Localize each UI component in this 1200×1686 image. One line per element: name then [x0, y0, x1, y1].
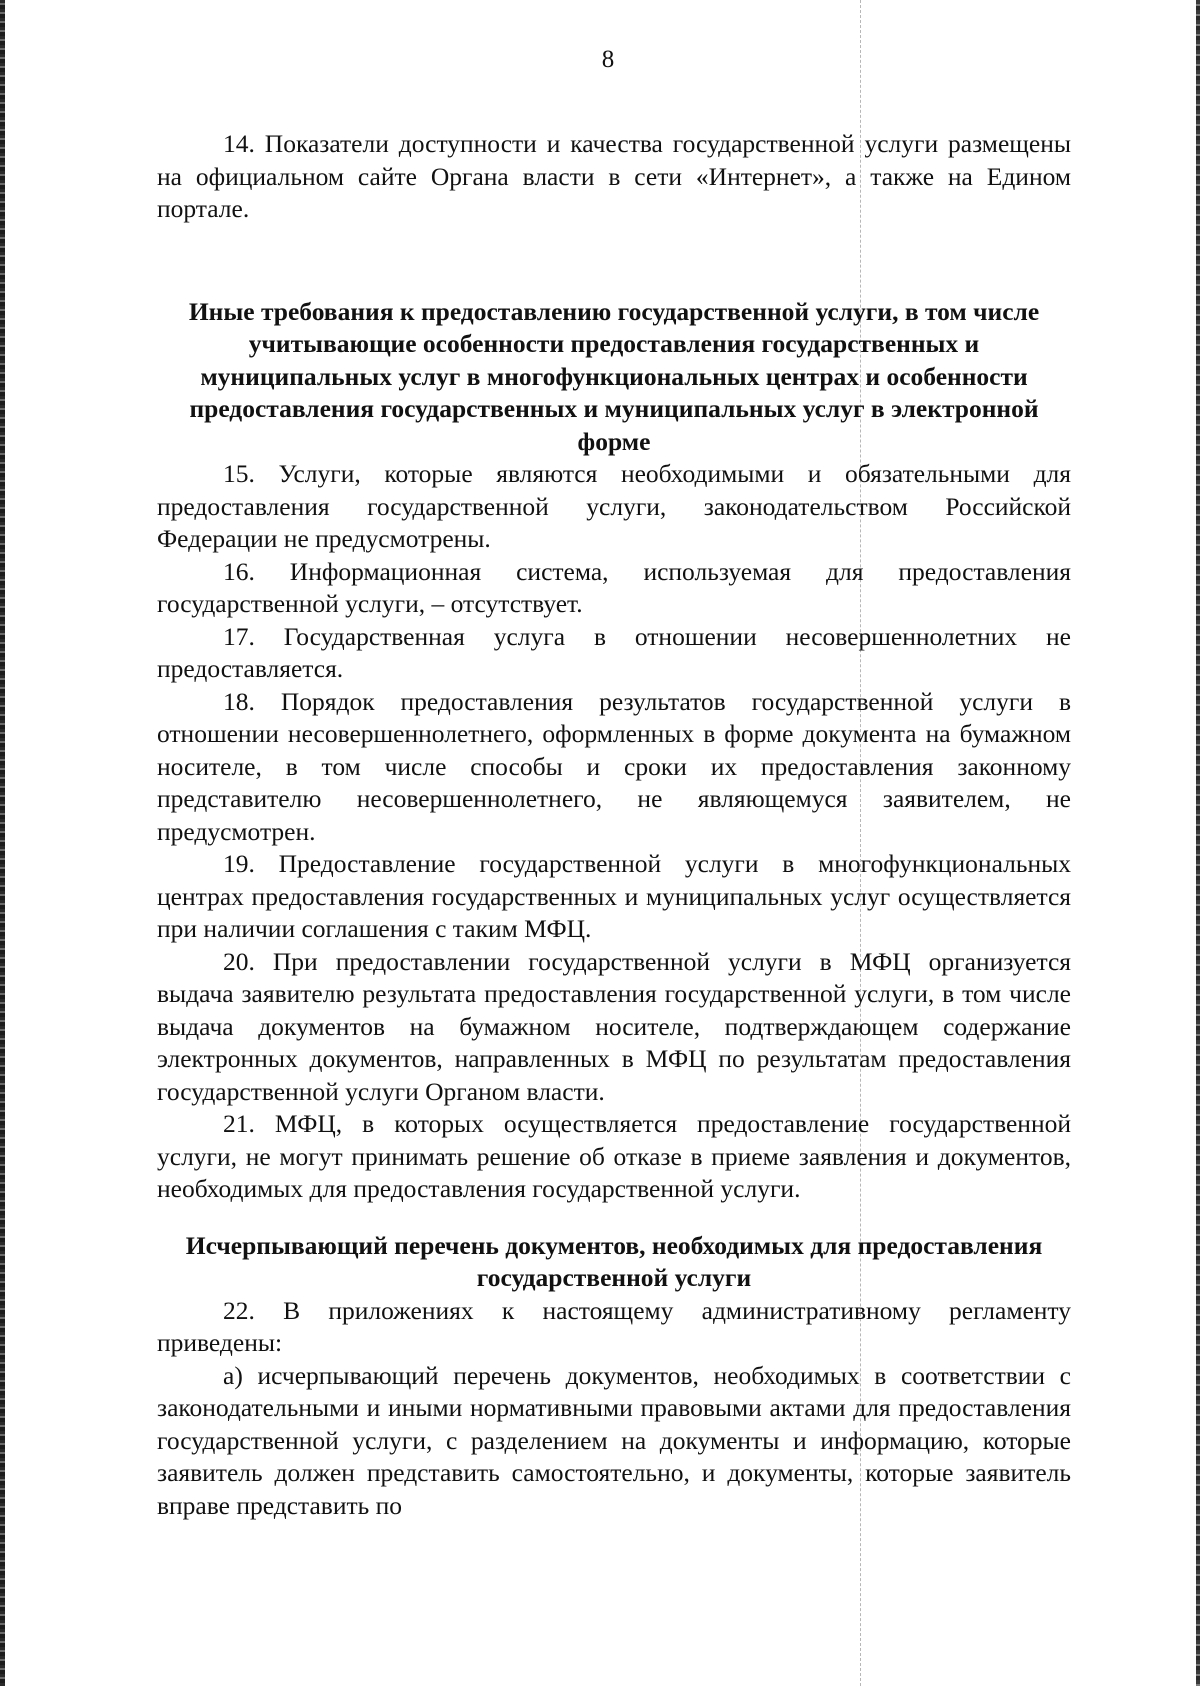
section-heading-documents-list: Исчерпывающий перечень документов, необходимых для предоставления государственной услуги: [185, 1230, 1043, 1292]
paragraph-16: 16. Информационная система, используемая для предоставления государственной услуги, – отсутствует.: [157, 556, 1071, 618]
paragraph-19: 19. Предоставление государственной услуги в многофункциональных центрах предоставления государственных и муниципальных услуг осуществляется при наличии соглашения с таким МФЦ.: [157, 849, 1071, 943]
paragraph-18: 18. Порядок предоставления результатов государственной услуги в отношении несовершеннолетнего, оформленных в форме документа на бумажном носителе, в том числе способы и сроки их предоставления законному представителю несовершеннолетнего, не являющемуся заявителем, не предусмотрен.: [157, 686, 1071, 846]
scan-edge-left: [0, 0, 5, 1686]
page-number: 8: [601, 46, 615, 73]
document-body: [157, 128, 1071, 1522]
paragraph-20: 20. При предоставлении государственной услуги в МФЦ организуется выдача заявителю результата предоставления государственной услуги, в том числе выдача документов на бумажном носителе, подтверждающем содержание электронных документов, направленных в МФЦ по результатам предоставления государственной услуги Органом власти.: [157, 946, 1071, 1106]
paragraph-22a: а) исчерпывающий перечень документов, необходимых в соответствии с законодательными и иными нормативными правовыми актами для предоставления государственной услуги, с разделением на документы и информацию, которые заявитель должен представить самостоятельно, и документы, которые заявитель вправе представить по: [157, 1360, 1071, 1520]
paragraph-21: 21. МФЦ, в которых осуществляется предоставление государственной услуги, не могут принимать решение об отказе в приеме заявления и документов, необходимых для предоставления государственной услуги.: [157, 1109, 1071, 1203]
scan-edge-right: [1196, 0, 1200, 1686]
paragraph-15: 15. Услуги, которые являются необходимыми и обязательными для предоставления государственной услуги, законодательством Российской Федерации не предусмотрены.: [157, 459, 1071, 553]
paragraph-22: 22. В приложениях к настоящему административному регламенту приведены:: [157, 1295, 1071, 1357]
section-heading-other-requirements: Иные требования к предоставлению государственной услуги, в том числе учитывающие особенности предоставления государственных и муниципальных услуг в многофункциональных центрах и особенности предоставления государственных и муниципальных услуг в электронной форме: [188, 296, 1040, 456]
paragraph-17: 17. Государственная услуга в отношении несовершеннолетних не предоставляется.: [157, 621, 1071, 683]
paragraph-14: 14. Показатели доступности и качества государственной услуги размещены на официальном сайте Органа власти в сети «Интернет», а также на Едином портале.: [157, 129, 1071, 223]
